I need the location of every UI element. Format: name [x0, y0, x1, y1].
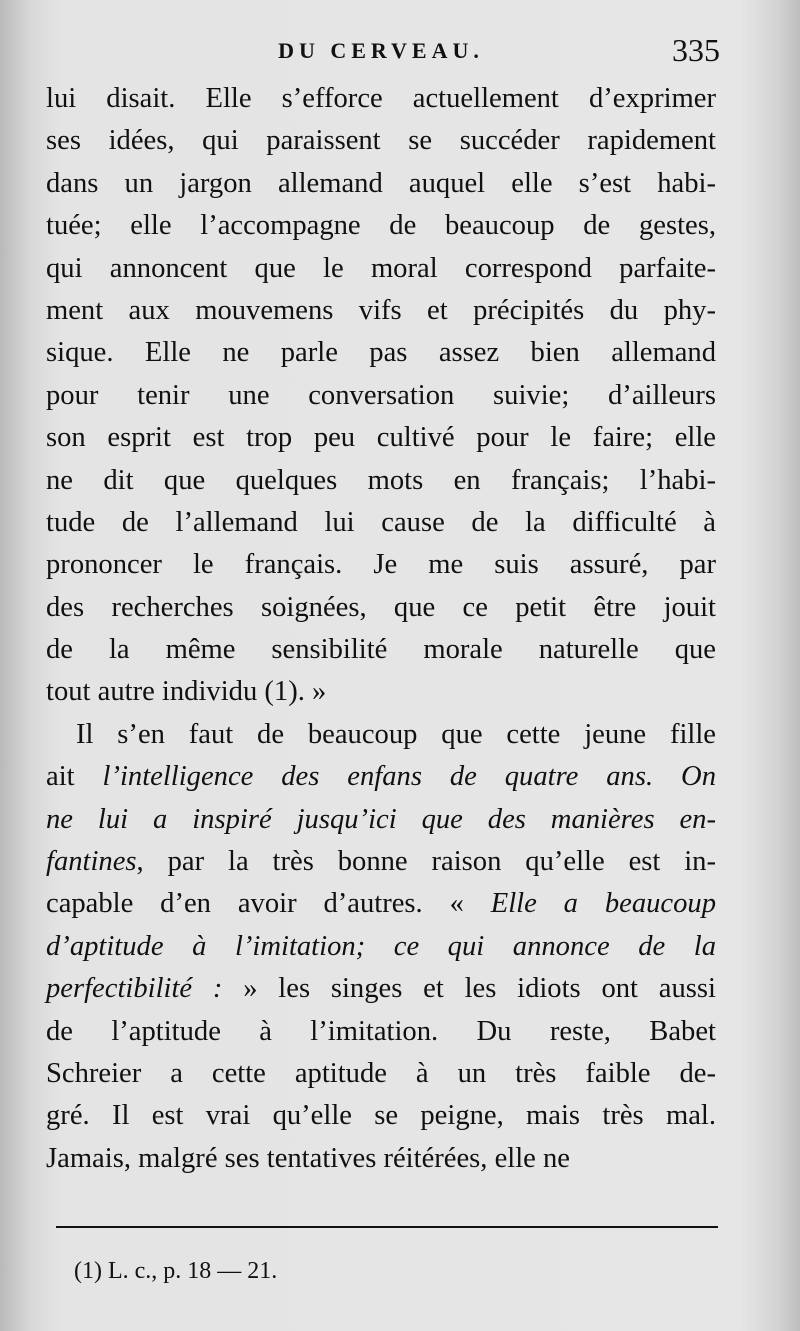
page-header [46, 32, 720, 82]
text-segment: de l’aptitude à l’imitation. Du reste, Babet [46, 1015, 716, 1047]
text-segment: ment aux mouvemens vifs et précipités du phy- [46, 294, 716, 326]
text-segment: ait [46, 761, 103, 793]
text-line [46, 587, 716, 629]
text-segment: Il s’en faut de beaucoup que cette jeune fille [76, 718, 716, 750]
text-segment: pour tenir une conversation suivie; d’ailleurs [46, 379, 716, 411]
text-segment: Jamais, malgré ses tentatives réitérées, elle ne [46, 1142, 570, 1174]
text-segment: d’aptitude à l’imitation; ce qui annonce de la [46, 930, 716, 962]
text-segment: prononcer le français. Je me suis assuré, par [46, 549, 716, 581]
text-segment: l’intelligence des enfans de quatre ans. On [102, 761, 716, 793]
text-segment: ne dit que quelques mots en français; l’habi- [46, 464, 716, 496]
text-line [46, 1095, 716, 1137]
running-head: DU CERVEAU. [278, 38, 484, 63]
text-segment: son esprit est trop peu cultivé pour le faire; elle [46, 422, 716, 454]
text-line [46, 290, 716, 332]
text-line [46, 756, 716, 798]
text-segment: Schreier a cette aptitude à un très faible de- [46, 1057, 716, 1089]
text-line [46, 460, 716, 502]
text-segment: gré. Il est vrai qu’elle se peigne, mais très mal. [46, 1100, 716, 1132]
text-line [46, 1011, 716, 1053]
text-line [46, 205, 716, 247]
page-number: 335 [672, 32, 720, 68]
text-line [46, 714, 716, 756]
footnote-rule [56, 1226, 718, 1228]
text-segment: , par la très bonne raison qu’elle est in- [136, 846, 716, 878]
text-segment: Elle a beaucoup [490, 888, 716, 920]
text-line [46, 841, 716, 883]
text-line [46, 671, 716, 713]
text-segment: tude de l’allemand lui cause de la difficulté à [46, 506, 716, 538]
text-line [46, 248, 716, 290]
text-line [46, 1053, 716, 1095]
text-segment: sique. Elle ne parle pas assez bien allemand [46, 337, 716, 369]
text-line [46, 120, 716, 162]
text-line [46, 968, 716, 1010]
text-segment: dans un jargon allemand auquel elle s’est habi- [46, 167, 716, 199]
text-segment: lui disait. Elle s’efforce actuellement d’exprimer [46, 83, 716, 114]
text-line [46, 163, 716, 205]
text-segment: tout autre individu (1). » [46, 676, 327, 708]
text-line [46, 332, 716, 374]
text-line [46, 629, 716, 671]
text-line [46, 926, 716, 968]
text-segment: fantines [46, 846, 137, 878]
footnote: (1) L. c., p. 18 — 21. [74, 1258, 278, 1284]
text-line [46, 1138, 716, 1180]
body-text [46, 78, 716, 1180]
text-segment: » les singes et les idiots ont aussi [222, 973, 716, 1005]
text-segment: capable d’en avoir d’autres. « [46, 888, 491, 920]
text-line [46, 502, 716, 544]
text-line [46, 799, 716, 841]
text-segment: des recherches soignées, que ce petit être jouit [46, 591, 716, 623]
text-segment: tuée; elle l’accompagne de beaucoup de gestes, [46, 210, 716, 242]
text-segment: ne lui a inspiré jusqu’ici que des manières en- [46, 803, 716, 835]
text-line [46, 78, 716, 120]
text-line [46, 375, 716, 417]
text-line [46, 544, 716, 586]
text-segment: perfectibilité : [46, 973, 223, 1005]
text-segment: de la même sensibilité morale naturelle que [46, 634, 716, 666]
text-line [46, 883, 716, 925]
text-line [46, 417, 716, 459]
text-segment: qui annoncent que le moral correspond parfaite- [46, 252, 716, 284]
text-segment: ses idées, qui paraissent se succéder rapidement [46, 125, 716, 157]
